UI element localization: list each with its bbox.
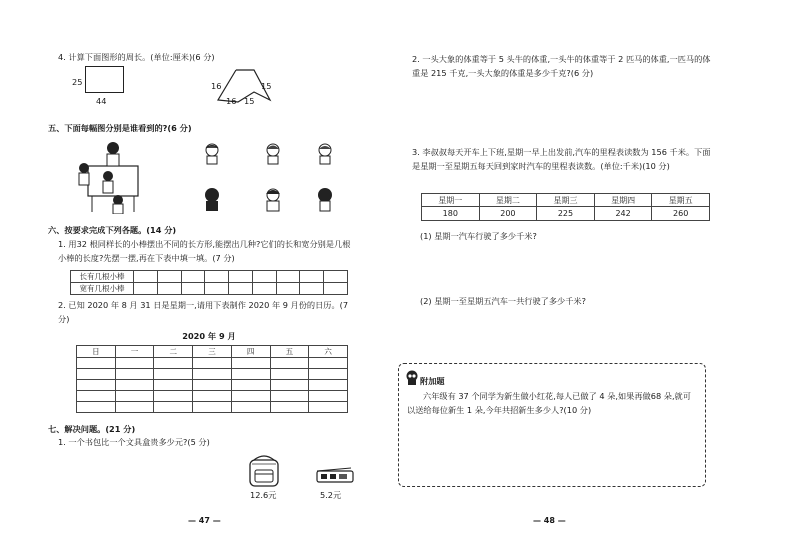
- s6-q1-text: 1. 用32 根同样长的小棒摆出不同的长方形,能摆出几种?它们的长和宽分别是几根小棒的长度?先摆一摆,再在下表中填一填。(7 分): [58, 239, 351, 263]
- backpack-icon: [244, 452, 284, 488]
- mileage-table: [421, 193, 710, 221]
- shape-right-label: 15: [261, 81, 272, 91]
- section-6-title: 六、按要求完成下列各题。(14 分): [48, 225, 177, 235]
- calendar-title: 2020 年 9 月: [182, 331, 236, 341]
- stick-count-table: [70, 270, 348, 295]
- view-picture-4-icon: [202, 188, 222, 212]
- q4-title: 4. 计算下面图形的周长。(单位:厘米)(6 分): [58, 52, 215, 62]
- right-q2-text: 2. 一头大象的体重等于 5 头牛的体重,一头牛的体重等于 2 匹马的体重,一匹马的体重是 215 千克,一头大象的体重是多少千克?(6 分): [412, 54, 711, 78]
- mileage-header-thu: 星期四: [594, 194, 652, 207]
- bonus-text: 六年级有 37 个同学为新生做小红花,每人已做了 4 朵,如果再做68 朵,就可以送给每位新生 1 朵,今年共招新生多少人?(10 分): [407, 391, 691, 415]
- calendar-header-sat: 六: [309, 346, 348, 358]
- box-price: 5.2元: [320, 490, 342, 500]
- mileage-header-tue: 星期二: [479, 194, 537, 207]
- shape-bottom-right-label: 15: [244, 96, 255, 106]
- mileage-header-fri: 星期五: [652, 194, 710, 207]
- row-label-length: 长有几根小棒: [71, 271, 134, 283]
- view-picture-5-icon: [263, 188, 283, 212]
- owl-icon: [405, 370, 419, 386]
- mileage-value-thu: 242: [594, 207, 652, 221]
- mileage-value-fri: 260: [652, 207, 710, 221]
- mileage-value-wed: 225: [537, 207, 595, 221]
- row-label-width: 宽有几根小棒: [71, 283, 134, 295]
- right-q3-text: 3. 李叔叔每天开车上下班,星期一早上出发前,汽车的里程表读数为 156 千米。下面是星期一至星期五每天回到家时汽车的里程表读数。(单位:千米)(10 分): [412, 147, 711, 171]
- bag-price: 12.6元: [250, 490, 277, 500]
- page-number-right: — 48 —: [533, 516, 566, 525]
- calendar-table: [76, 345, 348, 413]
- bonus-title: 附加题: [420, 376, 445, 386]
- mileage-header-wed: 星期三: [537, 194, 595, 207]
- s6-q2-text: 2. 已知 2020 年 8 月 31 日是星期一,请用下表制作 2020 年 9 月份的日历。(7 分): [58, 300, 349, 324]
- view-picture-2-icon: [263, 143, 283, 165]
- page-number-left: — 47 —: [188, 516, 221, 525]
- calendar-header-mon: 一: [115, 346, 154, 358]
- shape-bottom-left-label: 16: [226, 96, 237, 106]
- mileage-header-mon: 星期一: [422, 194, 480, 207]
- rect-side-label: 25: [72, 77, 83, 87]
- mileage-value-tue: 200: [479, 207, 537, 221]
- section-7-title: 七、解决问题。(21 分): [48, 424, 136, 434]
- calendar-header-fri: 五: [270, 346, 309, 358]
- view-picture-6-icon: [315, 188, 335, 212]
- calendar-header-wed: 三: [193, 346, 232, 358]
- s7-q1-text: 1. 一个书包比一个文具盒贵多少元?(5 分): [58, 437, 210, 447]
- mileage-value-mon: 180: [422, 207, 480, 221]
- pencil-box-icon: [315, 466, 357, 486]
- view-picture-3-icon: [315, 143, 335, 165]
- calendar-header-thu: 四: [231, 346, 270, 358]
- rect-bottom-label: 44: [96, 96, 107, 106]
- rectangle-figure: [85, 66, 124, 93]
- right-sub2-text: (2) 星期一至星期五汽车一共行驶了多少千米?: [420, 296, 586, 306]
- shape-left-label: 16: [211, 81, 222, 91]
- right-sub1-text: (1) 星期一汽车行驶了多少千米?: [420, 231, 537, 241]
- calendar-header-sun: 日: [77, 346, 116, 358]
- view-picture-1-icon: [202, 143, 222, 165]
- calendar-header-tue: 二: [154, 346, 193, 358]
- children-around-table-illustration: [78, 138, 148, 214]
- section-5-title: 五、下面每幅图分别是谁看到的?(6 分): [48, 123, 192, 133]
